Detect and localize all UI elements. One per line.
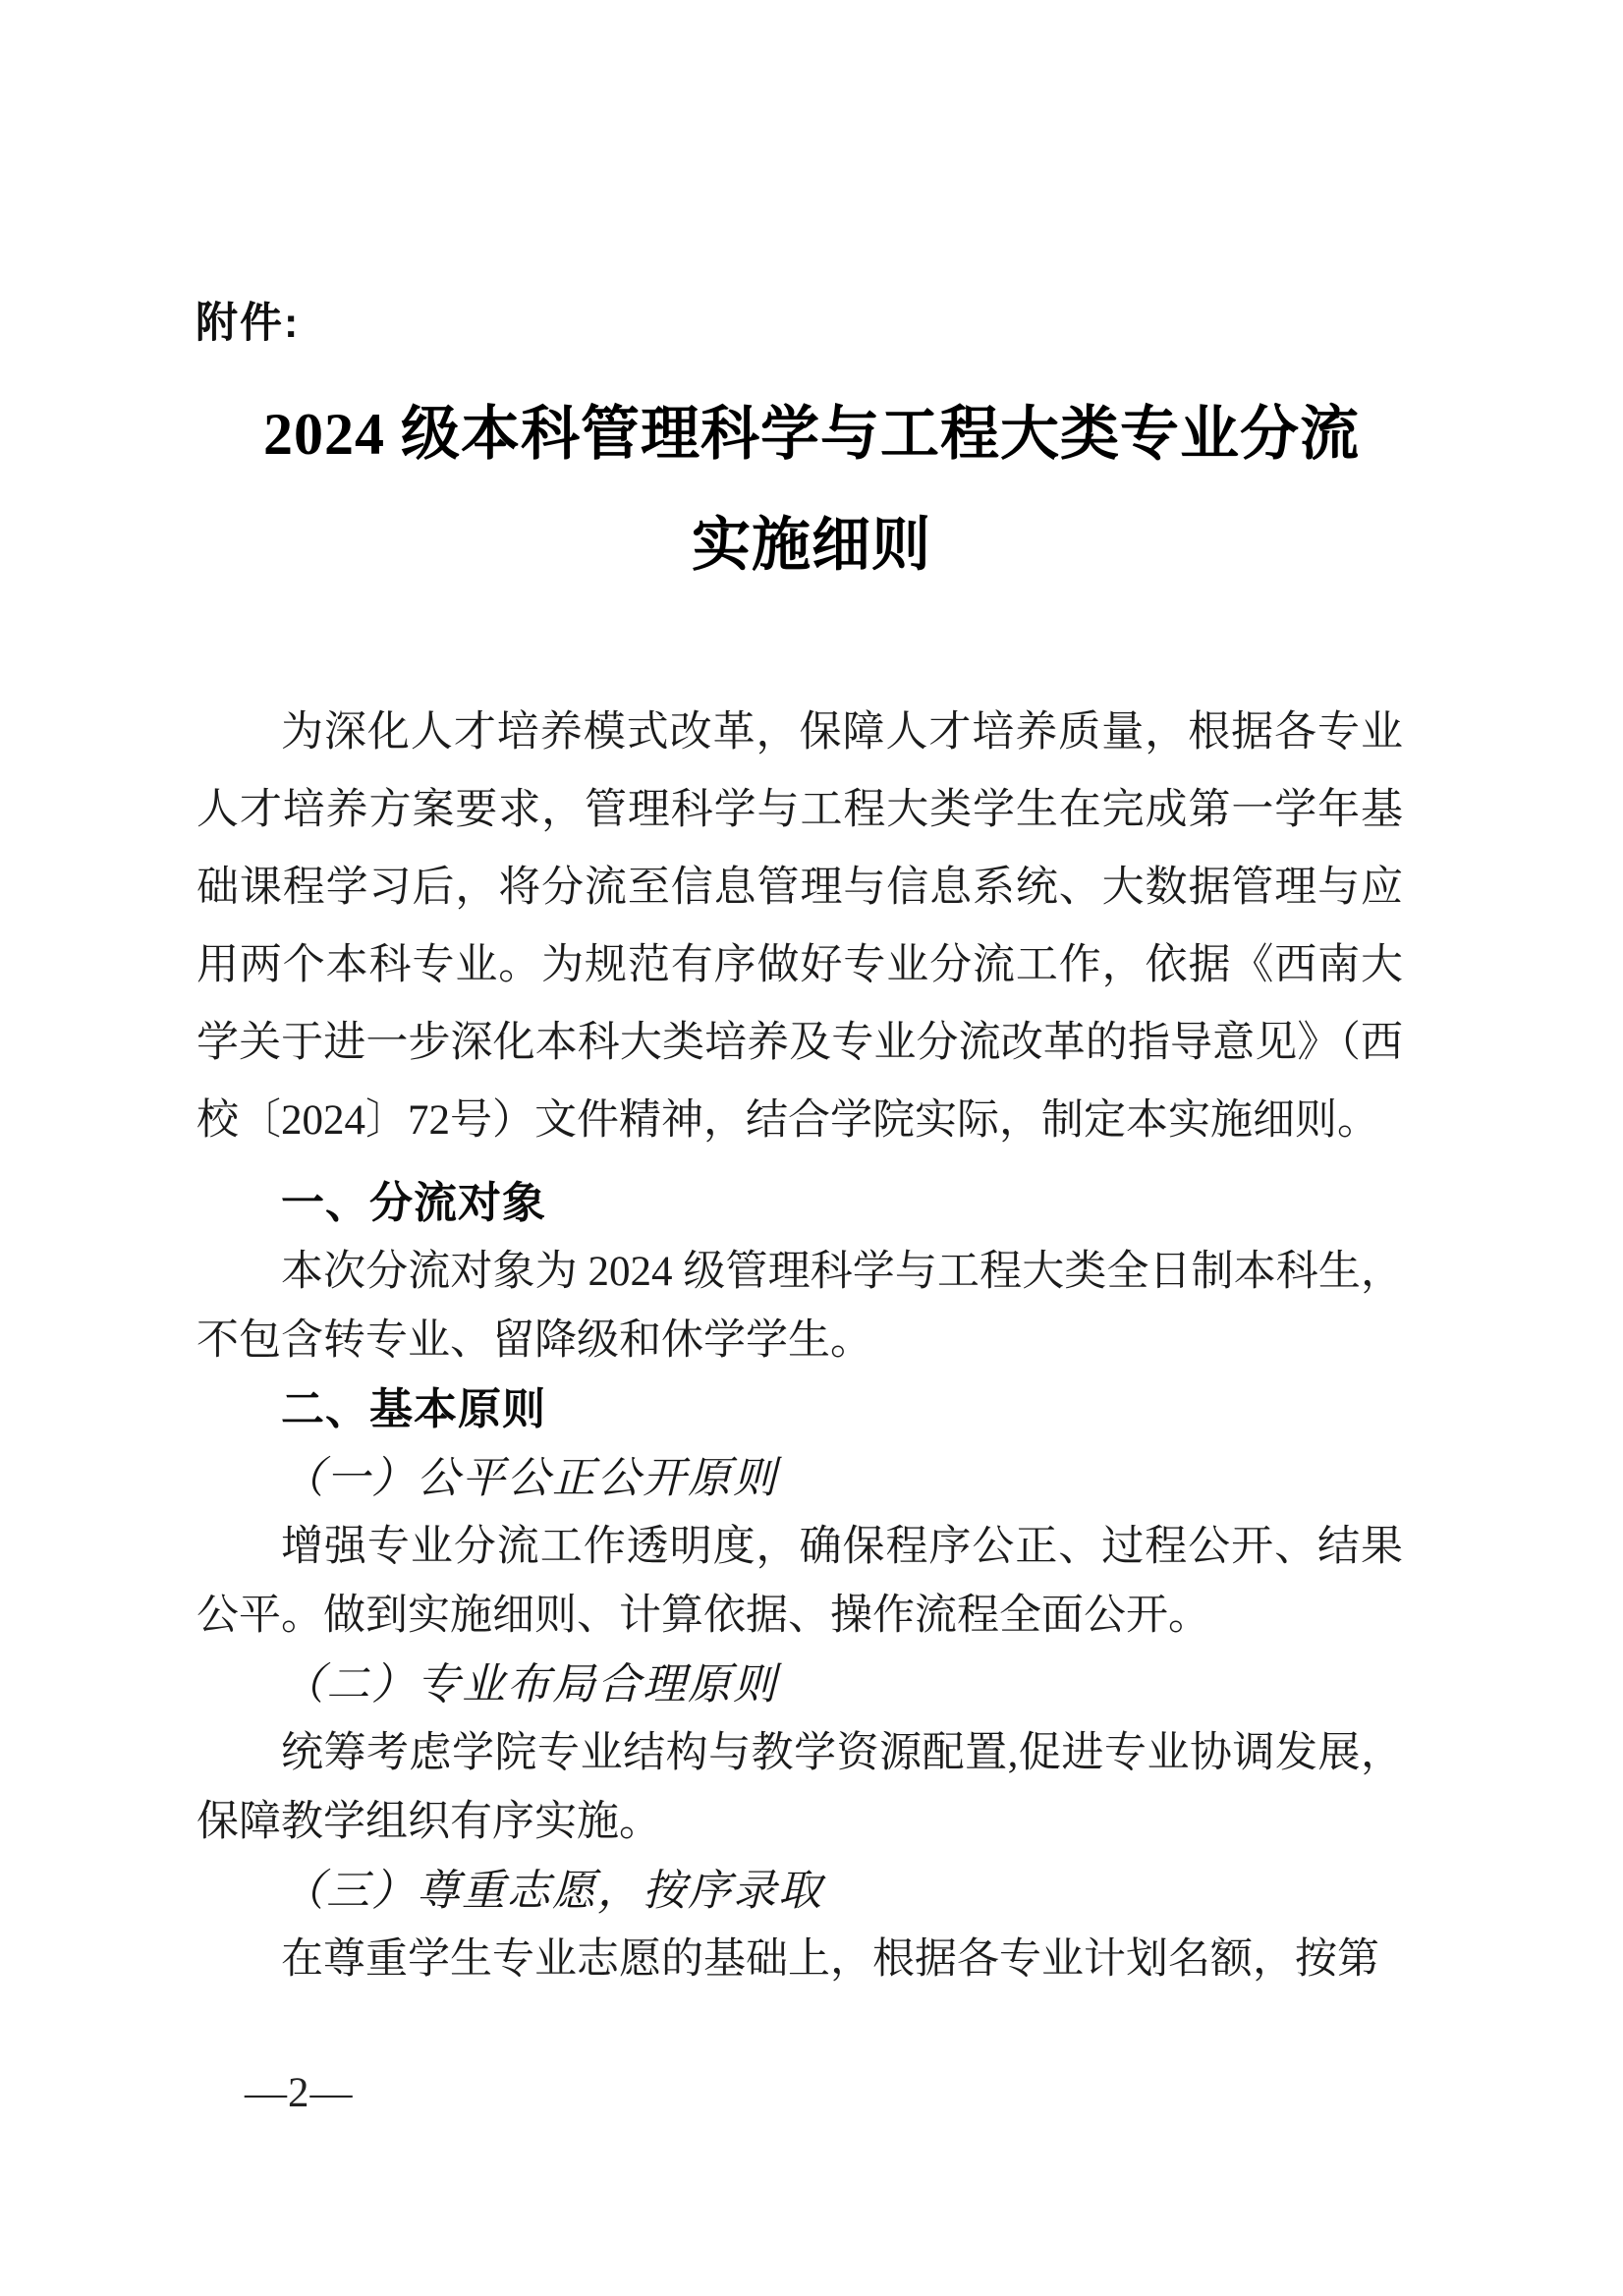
principle-1-subheading: （一）公平公正公开原则: [281, 1454, 778, 1502]
intro-paragraph: 为深化人才培养模式改革，保障人才培养质量，根据各专业人才培养方案要求，管理科学与工程大类学生在完成第一学年基础课程学习后，将分流至信息管理与信息系统、大数据管理与应用两个本科专业。为规范有序做好专业分流工作，依据《西南大学关于进一步深化本科大类培养及专业分流改革的指导意见》（西校〔2024〕72号）文件精神，结合学院实际，制定本实施细则。: [196, 709, 1403, 1144]
section-1-heading: 一、分流对象: [281, 1179, 546, 1227]
section-1-paragraph: 本次分流对象为 2024 级管理科学与工程大类全日制本科生，不包含转专业、留降级和休学学生。: [196, 1249, 1403, 1364]
attachment-label: 附件:: [196, 300, 301, 347]
principle-2-paragraph: 统筹考虑学院专业结构与教学资源配置,促进专业协调发展，保障教学组织有序实施。: [196, 1730, 1403, 1845]
section-2-heading: 二、基本原则: [281, 1385, 546, 1433]
principle-3-paragraph: 在尊重学生专业志愿的基础上，根据各专业计划名额，按第: [281, 1936, 1379, 1983]
title-line-2: 实施细则: [692, 513, 931, 578]
principle-3-subheading: （三）尊重志愿，按序录取: [281, 1867, 823, 1915]
principle-1-paragraph: 增强专业分流工作透明度，确保程序公正、过程公开、结果公平。做到实施细则、计算依据、操作流程全面公开。: [196, 1524, 1403, 1639]
document-body: [196, 1169, 1403, 1994]
document-title: [0, 379, 1623, 601]
title-line-1: 2024 级本科管理科学与工程大类专业分流: [263, 402, 1360, 467]
principle-2-subheading: （二）专业布局合理原则: [281, 1660, 778, 1708]
page-number: —2—: [245, 2070, 354, 2116]
